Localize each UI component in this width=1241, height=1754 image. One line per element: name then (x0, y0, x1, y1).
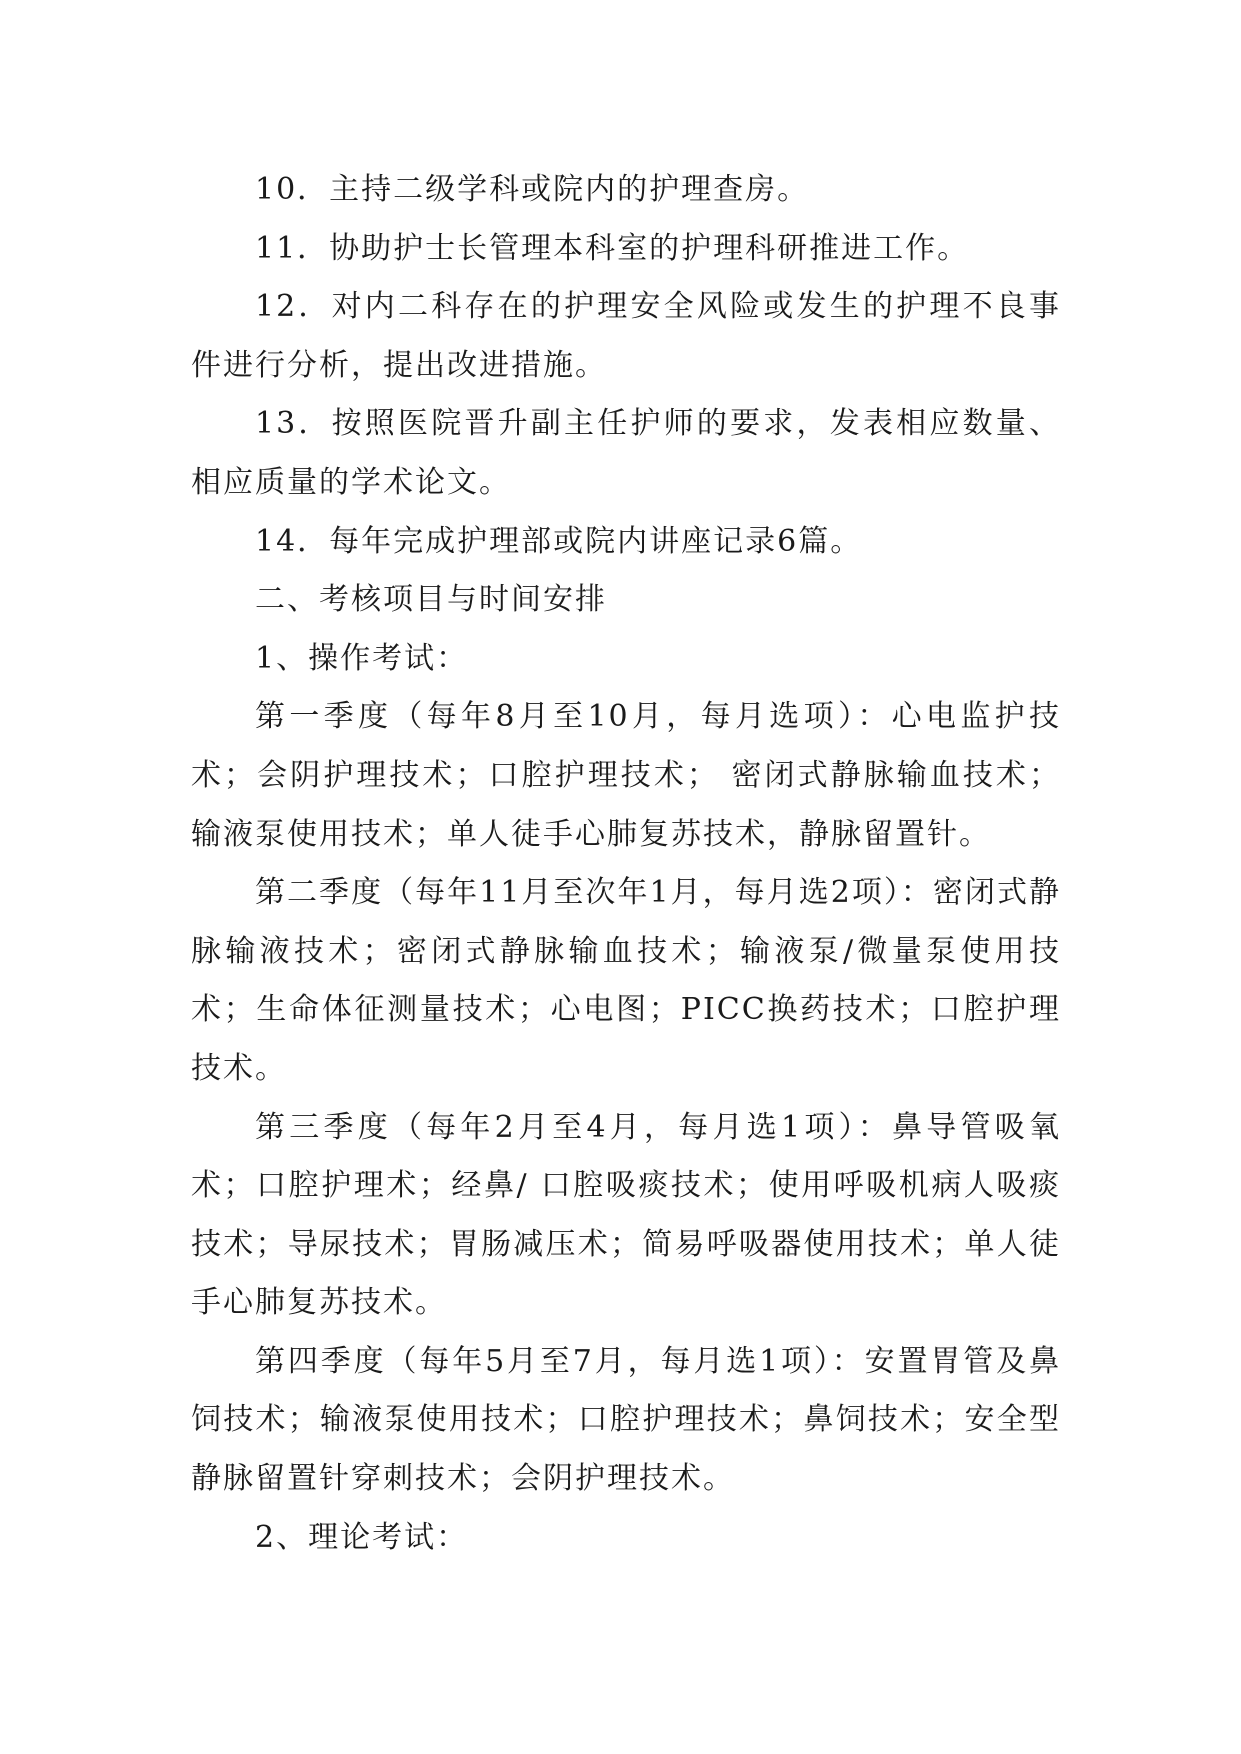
paragraph-item-10: 10．主持二级学科或院内的护理查房。 (255, 172, 810, 207)
paragraph-quarter-3: 第三季度（每年2月至4月，每月选1项）：鼻导管吸氧术；口腔护理术；经鼻/ 口腔吸痰技术；使用呼吸机病人吸痰技术；导尿技术；胃肠减压术；简易呼吸器使用技术；单人徒手心肺复苏技术。 (191, 1109, 1061, 1321)
document-body (191, 161, 1061, 1567)
paragraph-item-11: 11．协助护士长管理本科室的护理科研推进工作。 (255, 230, 970, 266)
paragraph-quarter-4: 第四季度（每年5月至7月，每月选1项）：安置胃管及鼻饲技术；输液泵使用技术；口腔护理技术；鼻饲技术；安全型静脉留置针穿刺技术；会阴护理技术。 (191, 1343, 1061, 1497)
subsection-heading-operation-exam: 1、操作考试： (255, 640, 469, 676)
subsection-heading-theory-exam: 2、理论考试： (255, 1519, 469, 1555)
paragraph-item-13: 13．按照医院晋升副主任护师的要求，发表相应数量、相应质量的学术论文。 (191, 406, 1061, 500)
paragraph-quarter-1: 第一季度（每年8月至10月，每月选项）：心电监护技术；会阴护理技术；口腔护理技术； 密闭式静脉输血技术；输液泵使用技术；单人徒手心肺复苏技术，静脉留置针。 (191, 699, 1061, 852)
section-heading-assessment: 二、考核项目与时间安排 (255, 582, 607, 618)
paragraph-quarter-2: 第二季度（每年11月至次年1月，每月选2项）：密闭式静脉输液技术；密闭式静脉输血技术；输液泵/微量泵使用技术；生命体征测量技术；心电图；PICC换药技术；口腔护理技术。 (191, 875, 1061, 1086)
paragraph-item-12: 12．对内二科存在的护理安全风险或发生的护理不良事件进行分析，提出改进措施。 (191, 289, 1061, 383)
paragraph-item-14: 14．每年完成护理部或院内讲座记录6篇。 (255, 523, 863, 559)
